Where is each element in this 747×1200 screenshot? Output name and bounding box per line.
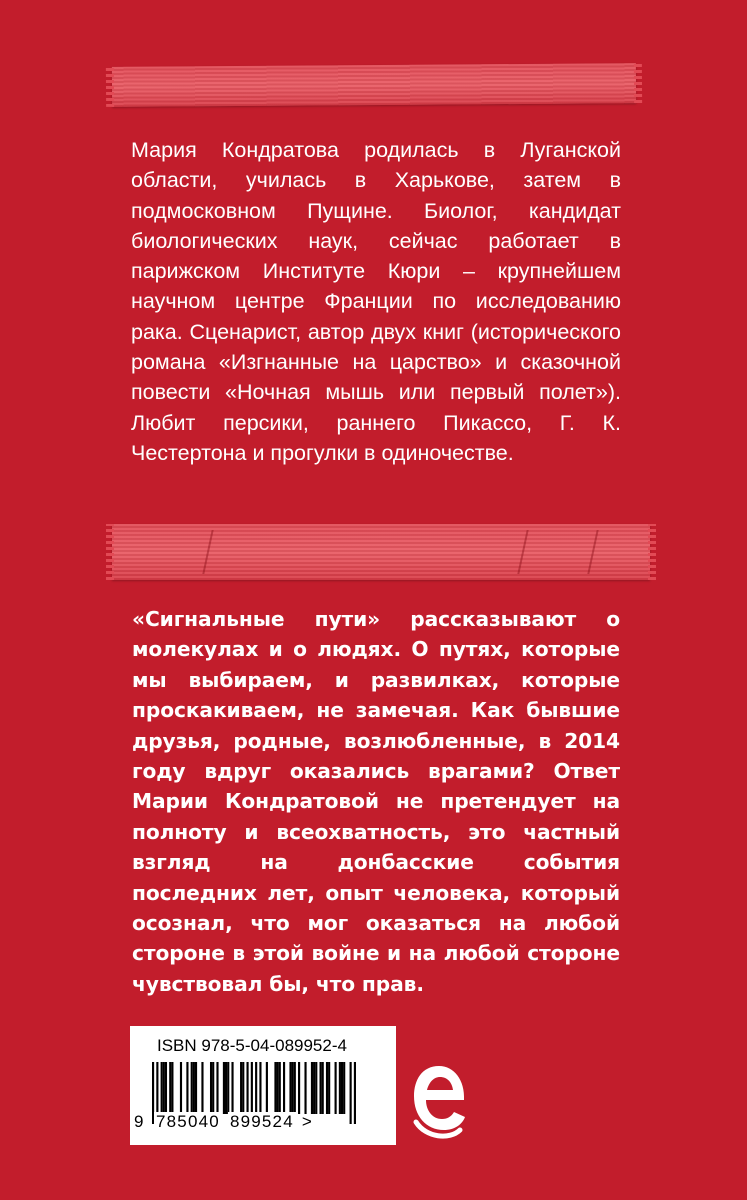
barcode-bar [193, 1062, 195, 1114]
eksmo-e-logo-icon [410, 1060, 468, 1142]
barcode-end-mark: > [301, 1112, 314, 1131]
barcode-bar [311, 1062, 313, 1114]
barcode-bar [231, 1062, 233, 1114]
barcode-bar [283, 1062, 285, 1114]
barcode-bar [294, 1062, 296, 1114]
barcode-bar [266, 1062, 268, 1114]
isbn-label: ISBN 978-5-04-089952-4 [157, 1036, 347, 1055]
barcode-bar [195, 1062, 197, 1114]
barcode-bar [186, 1062, 188, 1114]
barcode-bar [210, 1062, 212, 1114]
barcode-digits-right: 899524 [229, 1112, 294, 1131]
barcode-bar [279, 1062, 281, 1114]
barcode-bar [319, 1062, 321, 1114]
barcode-bar [315, 1062, 317, 1114]
barcode-bar [163, 1062, 165, 1114]
barcode-bar [326, 1062, 328, 1114]
barcode-bar [191, 1062, 193, 1114]
barcode-bar [289, 1062, 291, 1114]
barcode-bar [277, 1062, 279, 1114]
barcode-bar [274, 1062, 276, 1114]
barcode-bar [292, 1062, 294, 1114]
barcode-bar [216, 1062, 218, 1114]
barcode-bar [304, 1062, 306, 1114]
barcode-bar [201, 1062, 203, 1114]
barcode-block [130, 1026, 396, 1145]
barcode-bar [343, 1062, 345, 1114]
barcode-bar [259, 1062, 261, 1114]
barcode-bar [339, 1062, 341, 1114]
barcode-bar [341, 1062, 343, 1114]
barcode-digits [134, 1112, 390, 1132]
barcode-bar [165, 1062, 167, 1114]
barcode-bar [246, 1062, 248, 1114]
barcode-digits-left: 785040 [156, 1112, 220, 1131]
barcode-bar [313, 1062, 315, 1114]
barcode-bar [171, 1062, 173, 1114]
barcode-bar [227, 1062, 229, 1114]
barcode-bar [161, 1062, 163, 1114]
barcode-bar [322, 1062, 324, 1114]
barcode-bar [223, 1062, 225, 1114]
barcode-bar [328, 1062, 330, 1114]
barcode-bar [298, 1062, 300, 1114]
red-tape-strip-top [112, 63, 636, 107]
barcode-bar [180, 1062, 182, 1114]
barcode-bar [225, 1062, 227, 1114]
barcode-bar [242, 1062, 244, 1114]
barcode-bar [240, 1062, 242, 1114]
book-summary: «Сигнальные пути» рассказывают о молекулах и о людях. О путях, которые мы выбираем, и развилках, которые проскакиваем, не замечая. Как бывшие друзья, родные, возлюбленные, в 2014 году вдруг оказались врагами? Ответ Марии Кондратовой не претендует на полноту и всеохватность, это частный взгляд на донбасские события последних лет, опыт человека, который осознал, что мог оказаться на любой стороне в этой войне и на любой стороне чувствовал бы, что прав. [132, 607, 620, 996]
author-biography: Мария Кондратова родилась в Луганской области, училась в Харькове, затем в подмосковном Пущине. Биолог, кандидат биологических наук, сейчас работает в парижском Институте Кюри – крупнейшем научном центре Франции по исследованию рака. Сценарист, автор двух книг (исторического романа «Изгнанные на царство» и сказочной повести «Ночная мышь или первый полет»). Любит персики, раннего Пикассо, Г. К. Честертона и прогулки в одиночестве. [131, 138, 621, 465]
red-tape-strip-middle [112, 524, 650, 580]
barcode-bar [335, 1062, 337, 1114]
barcode-bar [169, 1062, 171, 1114]
barcode-bar [212, 1062, 214, 1114]
barcode-digit-first: 9 [134, 1112, 145, 1131]
